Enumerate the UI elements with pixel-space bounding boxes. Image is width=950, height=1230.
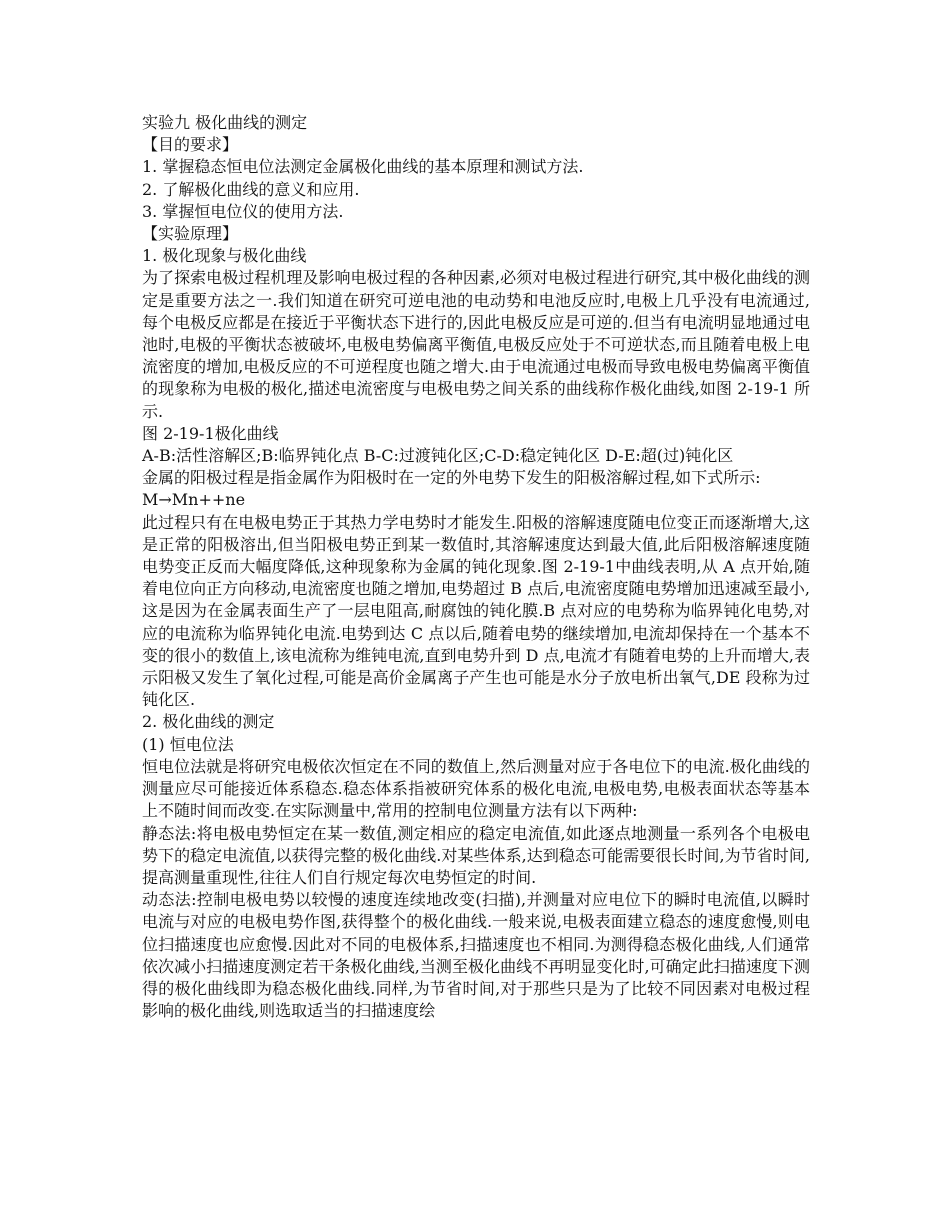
section-heading-principle: 【实验原理】 [142,224,239,244]
paragraph-dynamic-method: 动态法:控制电极电势以较慢的速度连续地改变(扫描),并测量对应电位下的瞬时电流值,以瞬时电流与对应的电极电势作图,获得整个的极化曲线.一般来说,电极表面建立稳态的速度愈慢,则电位扫描速度也应愈慢.因此对不同的电极体系,扫描速度也不相同.为测得稳态极化曲线,人们通常依次减小扫描速度测定若干条极化曲线,当测至极化曲线不再明显变化时,可确定此扫描速度下测得的极化曲线即为稳态极化曲线.同样,为节省时间,对于那些只是为了比较不同因素对电极过程影响的极化曲线,则选取适当的扫描速度绘 [142,890,810,1021]
figure-legend: A-B:活性溶解区;B:临界钝化点 B-C:过渡钝化区;C-D:稳定钝化区 D-E:超(过)钝化区 [142,446,734,466]
subsection-heading-measurement: 2. 极化曲线的测定 [142,712,275,732]
paragraph-static-method: 静态法:将电极电势恒定在某一数值,测定相应的稳定电流值,如此逐点地测量一系列各个电极电势下的稳定电流值,以获得完整的极化曲线.对某些体系,达到稳态可能需要很长时间,为节省时间,提高测量重现性,往往人们自行规定每次电势恒定的时间. [142,823,810,887]
subsection-heading-potentiostatic: (1) 恒电位法 [142,734,234,754]
paragraph-polarization-intro: 为了探索电极过程机理及影响电极过程的各种因素,必须对电极过程进行研究,其中极化曲线的测定是重要方法之一.我们知道在研究可逆电池的电动势和电池反应时,电极上几乎没有电流通过,每个电极反应都是在接近于平衡状态下进行的,因此电极反应是可逆的.但当有电流明显地通过电池时,电极的平衡状态被破坏,电极电势偏离平衡值,电极反应处于不可逆状态,而且随着电极上电流密度的增加,电极反应的不可逆程度也随之增大.由于电流通过电极而导致电极电势偏离平衡值的现象称为电极的极化,描述电流密度与电极电势之间关系的曲线称作极化曲线,如图 2-19-1 所示. [142,268,810,421]
subsection-heading-polarization: 1. 极化现象与极化曲线 [142,246,307,266]
figure-caption: 图 2-19-1极化曲线 [142,423,279,443]
objective-item: 2. 了解极化曲线的意义和应用. [142,179,360,199]
paragraph-anodic-process: 金属的阳极过程是指金属作为阳极时在一定的外电势下发生的阳极溶解过程,如下式所示: [142,468,761,488]
paragraph-passivation: 此过程只有在电极电势正于其热力学电势时才能发生.阳极的溶解速度随电位变正而逐渐增大,这是正常的阳极溶出,但当阳极电势正到某一数值时,其溶解速度达到最大值,此后阳极溶解速度随电势变正反而大幅度降低,这种现象称为金属的钝化现象.图 2-19-1中曲线表明,从 A 点开始,随着电位向正方向移动,电流密度也随之增加,电势超过 B 点后,电流密度随电势增加迅速减至最小,这是因为在金属表面生产了一层电阻高,耐腐蚀的钝化膜.B 点对应的电势称为临界钝化电势,对应的电流称为临界钝化电流.电势到达 C 点以后,随着电势的继续增加,电流却保持在一个基本不变的很小的数值上,该电流称为维钝电流,直到电势升到 D 点,电流才有随着电势的上升而增大,表示阳极又发生了氧化过程,可能是高价金属离子产生也可能是水分子放电析出氧气,DE 段称为过钝化区. [142,512,810,710]
objective-item: 1. 掌握稳态恒电位法测定金属极化曲线的基本原理和测试方法. [142,157,584,177]
section-heading-objectives: 【目的要求】 [142,135,239,155]
objective-item: 3. 掌握恒电位仪的使用方法. [142,201,344,221]
document-page [142,112,810,1022]
document-title: 实验九 极化曲线的测定 [142,113,308,132]
equation: M→Mn++ne [142,490,246,510]
paragraph-potentiostatic-method: 恒电位法就是将研究电极依次恒定在不同的数值上,然后测量对应于各电位下的电流.极化曲线的测量应尽可能接近体系稳态.稳态体系指被研究体系的极化电流,电极电势,电极表面状态等基本上不随时间而改变.在实际测量中,常用的控制电位测量方法有以下两种: [142,756,810,821]
